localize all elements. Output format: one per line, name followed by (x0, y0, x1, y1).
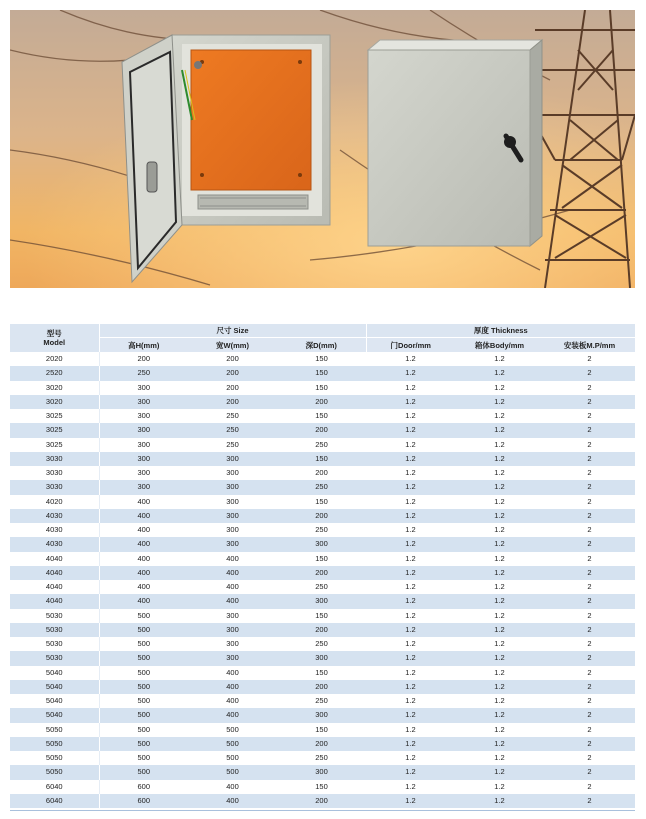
height-cell: 500 (99, 609, 188, 623)
table-row (10, 666, 635, 680)
mounting-plate-thickness-cell: 2 (544, 537, 635, 551)
body-thickness-cell: 1.2 (455, 366, 544, 380)
body-thickness-cell: 1.2 (455, 637, 544, 651)
width-cell: 300 (188, 480, 277, 494)
mounting-plate-thickness-cell: 2 (544, 794, 635, 808)
depth-cell: 150 (277, 552, 366, 566)
depth-cell: 200 (277, 395, 366, 409)
depth-cell: 300 (277, 651, 366, 665)
door-thickness-cell: 1.2 (366, 466, 455, 480)
body-thickness-cell: 1.2 (455, 794, 544, 808)
door-thickness-cell: 1.2 (366, 381, 455, 395)
height-cell: 600 (99, 794, 188, 808)
body-thickness-cell: 1.2 (455, 438, 544, 452)
product-photo (10, 10, 635, 288)
width-cell: 400 (188, 708, 277, 722)
body-thickness-cell: 1.2 (455, 666, 544, 680)
depth-cell: 200 (277, 466, 366, 480)
column-header: 高H(mm) (99, 338, 188, 353)
mounting-plate-thickness-cell: 2 (544, 480, 635, 494)
door-thickness-cell: 1.2 (366, 580, 455, 594)
table-row (10, 609, 635, 623)
height-cell: 400 (99, 509, 188, 523)
depth-cell: 200 (277, 423, 366, 437)
model-cell: 5050 (10, 723, 99, 737)
model-cell: 4030 (10, 537, 99, 551)
height-cell: 500 (99, 637, 188, 651)
depth-cell: 250 (277, 480, 366, 494)
table-header-column-row (10, 338, 635, 353)
mounting-plate-thickness-cell: 2 (544, 609, 635, 623)
mounting-plate-thickness-cell: 2 (544, 466, 635, 480)
model-header-en: Model (43, 338, 66, 347)
model-cell: 4040 (10, 566, 99, 580)
depth-cell: 150 (277, 452, 366, 466)
depth-cell: 250 (277, 694, 366, 708)
width-cell: 250 (188, 438, 277, 452)
specification-table (10, 324, 635, 808)
size-header: 尺寸 Size (99, 324, 366, 338)
width-cell: 300 (188, 466, 277, 480)
table-row (10, 452, 635, 466)
column-header: 宽W(mm) (188, 338, 277, 353)
model-header (10, 324, 99, 352)
depth-cell: 300 (277, 594, 366, 608)
table-row (10, 381, 635, 395)
body-thickness-cell: 1.2 (455, 480, 544, 494)
width-cell: 500 (188, 765, 277, 779)
depth-cell: 150 (277, 352, 366, 366)
table-row (10, 765, 635, 779)
table-row (10, 523, 635, 537)
body-thickness-cell: 1.2 (455, 423, 544, 437)
door-thickness-cell: 1.2 (366, 366, 455, 380)
door-thickness-cell: 1.2 (366, 637, 455, 651)
closed-enclosure (368, 40, 542, 246)
mounting-plate-thickness-cell: 2 (544, 409, 635, 423)
height-cell: 300 (99, 452, 188, 466)
mounting-plate-thickness-cell: 2 (544, 566, 635, 580)
height-cell: 500 (99, 666, 188, 680)
table-row (10, 723, 635, 737)
model-cell: 5030 (10, 651, 99, 665)
door-thickness-cell: 1.2 (366, 537, 455, 551)
table-row (10, 780, 635, 794)
depth-cell: 200 (277, 680, 366, 694)
body-thickness-cell: 1.2 (455, 409, 544, 423)
depth-cell: 150 (277, 366, 366, 380)
thickness-header: 厚度 Thickness (366, 324, 635, 338)
door-thickness-cell: 1.2 (366, 623, 455, 637)
model-cell: 4030 (10, 523, 99, 537)
width-cell: 500 (188, 751, 277, 765)
table-row (10, 623, 635, 637)
model-cell: 4040 (10, 594, 99, 608)
width-cell: 500 (188, 737, 277, 751)
door-thickness-cell: 1.2 (366, 523, 455, 537)
mounting-plate-thickness-cell: 2 (544, 723, 635, 737)
table-row (10, 537, 635, 551)
depth-cell: 150 (277, 609, 366, 623)
model-cell: 5040 (10, 694, 99, 708)
depth-cell: 250 (277, 751, 366, 765)
depth-cell: 150 (277, 723, 366, 737)
height-cell: 400 (99, 523, 188, 537)
door-thickness-cell: 1.2 (366, 737, 455, 751)
table-row (10, 794, 635, 808)
depth-cell: 150 (277, 409, 366, 423)
mounting-plate-thickness-cell: 2 (544, 623, 635, 637)
model-cell: 5050 (10, 751, 99, 765)
table-row (10, 737, 635, 751)
depth-cell: 200 (277, 566, 366, 580)
model-cell: 5030 (10, 637, 99, 651)
mounting-plate-thickness-cell: 2 (544, 381, 635, 395)
height-cell: 300 (99, 395, 188, 409)
height-cell: 300 (99, 438, 188, 452)
mounting-plate-thickness-cell: 2 (544, 523, 635, 537)
height-cell: 500 (99, 723, 188, 737)
door-thickness-cell: 1.2 (366, 566, 455, 580)
door-thickness-cell: 1.2 (366, 680, 455, 694)
table-row (10, 495, 635, 509)
table-row (10, 637, 635, 651)
width-cell: 250 (188, 423, 277, 437)
door-thickness-cell: 1.2 (366, 694, 455, 708)
mounting-plate-thickness-cell: 2 (544, 751, 635, 765)
body-thickness-cell: 1.2 (455, 723, 544, 737)
door-thickness-cell: 1.2 (366, 452, 455, 466)
depth-cell: 150 (277, 666, 366, 680)
width-cell: 200 (188, 381, 277, 395)
width-cell: 400 (188, 580, 277, 594)
model-cell: 3030 (10, 466, 99, 480)
width-cell: 300 (188, 523, 277, 537)
depth-cell: 200 (277, 794, 366, 808)
door-thickness-cell: 1.2 (366, 509, 455, 523)
mounting-plate-thickness-cell: 2 (544, 737, 635, 751)
height-cell: 300 (99, 466, 188, 480)
width-cell: 300 (188, 623, 277, 637)
width-cell: 250 (188, 409, 277, 423)
model-cell: 2520 (10, 366, 99, 380)
depth-cell: 250 (277, 523, 366, 537)
mounting-plate-thickness-cell: 2 (544, 594, 635, 608)
height-cell: 500 (99, 623, 188, 637)
model-cell: 5050 (10, 765, 99, 779)
model-cell: 3020 (10, 381, 99, 395)
door-thickness-cell: 1.2 (366, 780, 455, 794)
door-thickness-cell: 1.2 (366, 423, 455, 437)
model-header-cn: 型号 (46, 329, 62, 338)
body-thickness-cell: 1.2 (455, 651, 544, 665)
height-cell: 600 (99, 780, 188, 794)
column-header: 深D(mm) (277, 338, 366, 353)
table-row (10, 694, 635, 708)
mounting-plate-thickness-cell: 2 (544, 637, 635, 651)
height-cell: 500 (99, 680, 188, 694)
door-thickness-cell: 1.2 (366, 751, 455, 765)
width-cell: 300 (188, 637, 277, 651)
body-thickness-cell: 1.2 (455, 381, 544, 395)
model-cell: 5040 (10, 680, 99, 694)
height-cell: 400 (99, 537, 188, 551)
model-cell: 6040 (10, 780, 99, 794)
mounting-plate-thickness-cell: 2 (544, 438, 635, 452)
door-thickness-cell: 1.2 (366, 651, 455, 665)
height-cell: 500 (99, 708, 188, 722)
body-thickness-cell: 1.2 (455, 495, 544, 509)
body-thickness-cell: 1.2 (455, 623, 544, 637)
depth-cell: 300 (277, 537, 366, 551)
height-cell: 250 (99, 366, 188, 380)
height-cell: 300 (99, 381, 188, 395)
depth-cell: 150 (277, 381, 366, 395)
width-cell: 300 (188, 537, 277, 551)
door-thickness-cell: 1.2 (366, 352, 455, 366)
height-cell: 500 (99, 751, 188, 765)
model-cell: 3020 (10, 395, 99, 409)
width-cell: 300 (188, 651, 277, 665)
body-thickness-cell: 1.2 (455, 509, 544, 523)
width-cell: 300 (188, 609, 277, 623)
model-cell: 2020 (10, 352, 99, 366)
body-thickness-cell: 1.2 (455, 352, 544, 366)
width-cell: 200 (188, 395, 277, 409)
table-row (10, 566, 635, 580)
depth-cell: 150 (277, 495, 366, 509)
door-thickness-cell: 1.2 (366, 794, 455, 808)
body-thickness-cell: 1.2 (455, 708, 544, 722)
model-cell: 3025 (10, 423, 99, 437)
model-cell: 4030 (10, 509, 99, 523)
width-cell: 400 (188, 680, 277, 694)
body-thickness-cell: 1.2 (455, 737, 544, 751)
depth-cell: 300 (277, 765, 366, 779)
depth-cell: 200 (277, 623, 366, 637)
width-cell: 400 (188, 794, 277, 808)
door-thickness-cell: 1.2 (366, 438, 455, 452)
table-row (10, 480, 635, 494)
body-thickness-cell: 1.2 (455, 552, 544, 566)
mounting-plate-thickness-cell: 2 (544, 495, 635, 509)
table-row (10, 651, 635, 665)
model-cell: 6040 (10, 794, 99, 808)
model-cell: 5050 (10, 737, 99, 751)
depth-cell: 200 (277, 737, 366, 751)
door-thickness-cell: 1.2 (366, 495, 455, 509)
door-thickness-cell: 1.2 (366, 765, 455, 779)
height-cell: 300 (99, 423, 188, 437)
mounting-plate-thickness-cell: 2 (544, 423, 635, 437)
width-cell: 400 (188, 566, 277, 580)
table-row (10, 395, 635, 409)
width-cell: 400 (188, 552, 277, 566)
model-cell: 3025 (10, 409, 99, 423)
mounting-plate-thickness-cell: 2 (544, 708, 635, 722)
table-body (10, 352, 635, 808)
height-cell: 300 (99, 409, 188, 423)
width-cell: 400 (188, 594, 277, 608)
door-thickness-cell: 1.2 (366, 480, 455, 494)
model-cell: 4040 (10, 552, 99, 566)
table-row (10, 409, 635, 423)
model-cell: 5040 (10, 708, 99, 722)
height-cell: 500 (99, 694, 188, 708)
body-thickness-cell: 1.2 (455, 566, 544, 580)
mounting-plate-thickness-cell: 2 (544, 780, 635, 794)
width-cell: 400 (188, 694, 277, 708)
mounting-plate-thickness-cell: 2 (544, 509, 635, 523)
door-thickness-cell: 1.2 (366, 708, 455, 722)
mounting-plate-thickness-cell: 2 (544, 452, 635, 466)
body-thickness-cell: 1.2 (455, 395, 544, 409)
depth-cell: 250 (277, 438, 366, 452)
mounting-plate-thickness-cell: 2 (544, 765, 635, 779)
mounting-plate-thickness-cell: 2 (544, 366, 635, 380)
body-thickness-cell: 1.2 (455, 537, 544, 551)
height-cell: 400 (99, 552, 188, 566)
height-cell: 400 (99, 495, 188, 509)
width-cell: 300 (188, 495, 277, 509)
mounting-plate-thickness-cell: 2 (544, 395, 635, 409)
body-thickness-cell: 1.2 (455, 452, 544, 466)
door-thickness-cell: 1.2 (366, 552, 455, 566)
table-bottom-rule (10, 810, 635, 811)
mounting-plate-thickness-cell: 2 (544, 580, 635, 594)
height-cell: 400 (99, 566, 188, 580)
width-cell: 200 (188, 366, 277, 380)
body-thickness-cell: 1.2 (455, 580, 544, 594)
table-row (10, 751, 635, 765)
height-cell: 200 (99, 352, 188, 366)
column-header: 门Door/mm (366, 338, 455, 353)
width-cell: 400 (188, 780, 277, 794)
door-thickness-cell: 1.2 (366, 723, 455, 737)
height-cell: 400 (99, 594, 188, 608)
door-thickness-cell: 1.2 (366, 666, 455, 680)
mounting-plate-thickness-cell: 2 (544, 666, 635, 680)
table-row (10, 466, 635, 480)
mounting-plate-thickness-cell: 2 (544, 694, 635, 708)
table-row (10, 580, 635, 594)
width-cell: 300 (188, 509, 277, 523)
body-thickness-cell: 1.2 (455, 765, 544, 779)
table-row (10, 680, 635, 694)
table-header-group-row (10, 324, 635, 338)
model-cell: 4020 (10, 495, 99, 509)
table-row (10, 438, 635, 452)
width-cell: 300 (188, 452, 277, 466)
body-thickness-cell: 1.2 (455, 680, 544, 694)
depth-cell: 250 (277, 637, 366, 651)
body-thickness-cell: 1.2 (455, 694, 544, 708)
width-cell: 500 (188, 723, 277, 737)
body-thickness-cell: 1.2 (455, 523, 544, 537)
body-thickness-cell: 1.2 (455, 466, 544, 480)
body-thickness-cell: 1.2 (455, 780, 544, 794)
mounting-plate-thickness-cell: 2 (544, 651, 635, 665)
mounting-plate-thickness-cell: 2 (544, 680, 635, 694)
table-row (10, 594, 635, 608)
door-thickness-cell: 1.2 (366, 409, 455, 423)
mounting-plate-thickness-cell: 2 (544, 552, 635, 566)
table-row (10, 366, 635, 380)
door-thickness-cell: 1.2 (366, 609, 455, 623)
body-thickness-cell: 1.2 (455, 594, 544, 608)
model-cell: 3030 (10, 452, 99, 466)
height-cell: 500 (99, 651, 188, 665)
model-cell: 3030 (10, 480, 99, 494)
width-cell: 400 (188, 666, 277, 680)
body-thickness-cell: 1.2 (455, 609, 544, 623)
door-thickness-cell: 1.2 (366, 395, 455, 409)
height-cell: 300 (99, 480, 188, 494)
table-row (10, 423, 635, 437)
depth-cell: 250 (277, 580, 366, 594)
door-thickness-cell: 1.2 (366, 594, 455, 608)
table-row (10, 552, 635, 566)
table-row (10, 708, 635, 722)
model-cell: 3025 (10, 438, 99, 452)
depth-cell: 150 (277, 780, 366, 794)
depth-cell: 300 (277, 708, 366, 722)
height-cell: 500 (99, 737, 188, 751)
mounting-plate-thickness-cell: 2 (544, 352, 635, 366)
table-row (10, 509, 635, 523)
width-cell: 200 (188, 352, 277, 366)
model-cell: 5030 (10, 623, 99, 637)
body-thickness-cell: 1.2 (455, 751, 544, 765)
depth-cell: 200 (277, 509, 366, 523)
model-cell: 4040 (10, 580, 99, 594)
height-cell: 400 (99, 580, 188, 594)
column-header: 箱体Body/mm (455, 338, 544, 353)
height-cell: 500 (99, 765, 188, 779)
column-header: 安装板M.P/mm (544, 338, 635, 353)
model-cell: 5030 (10, 609, 99, 623)
model-cell: 5040 (10, 666, 99, 680)
table-row (10, 352, 635, 366)
